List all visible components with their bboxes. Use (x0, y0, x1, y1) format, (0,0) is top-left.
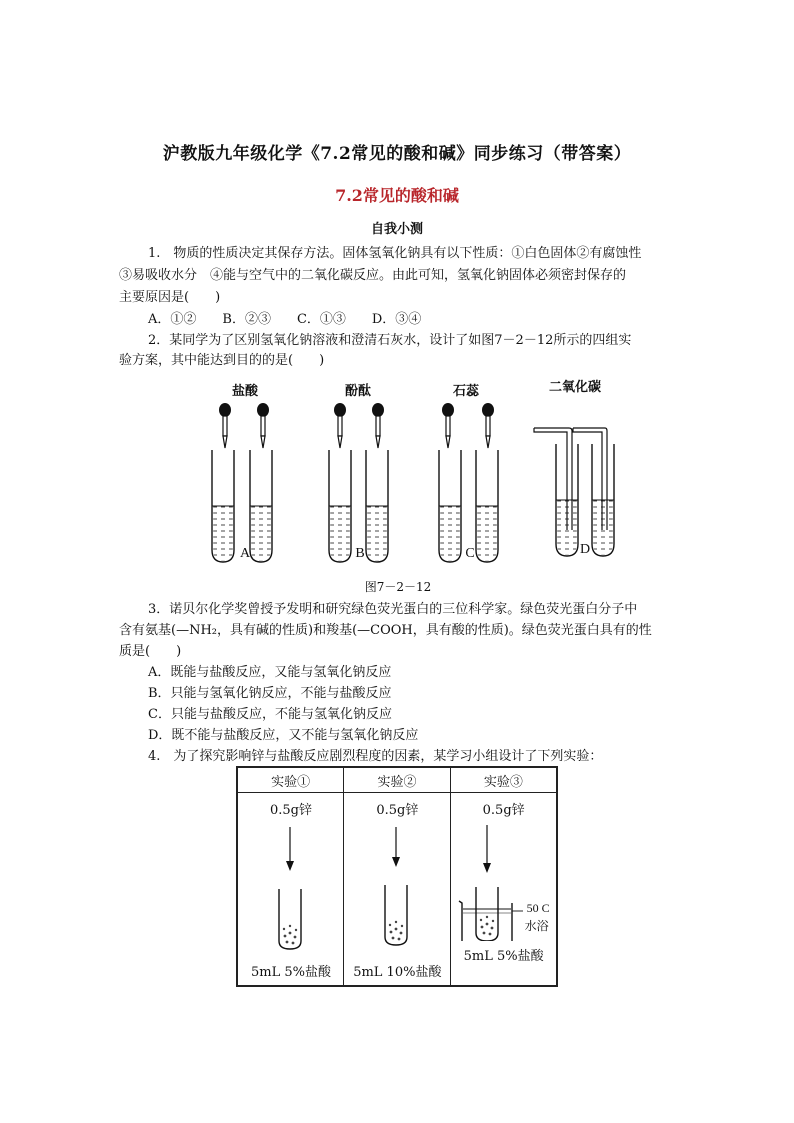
bath-temp: 50 C (526, 901, 550, 915)
zinc-label-3: 0.5g锌 (482, 803, 525, 818)
header-exp1: 实验① (237, 767, 344, 793)
dropper-a2 (257, 403, 269, 448)
tube-figure (195, 398, 625, 568)
dropper-c2 (482, 403, 494, 448)
tube-d2 (592, 444, 614, 556)
label-phenolphthalein: 酚酞 (344, 384, 371, 399)
letter-c: C (465, 546, 475, 561)
apparatus-2 (372, 823, 422, 953)
section-title: 7.2常见的酸和碱 (335, 186, 459, 205)
q3-line2: 含有氨基(—NH₂，具有碱的性质)和羧基(—COOH，具有酸的性质)。绿色荧光蛋白具有的性 (119, 623, 652, 638)
dropper-b1 (334, 403, 346, 448)
acid-label-1: 5mL 5%盐酸 (251, 965, 331, 980)
header-exp2: 实验② (344, 767, 450, 793)
q3-line3: 质是( ) (119, 644, 182, 659)
cell-exp2 (344, 793, 450, 987)
letter-d: D (579, 542, 591, 557)
q1-options: A．①② B．②③ C．①③ D．③④ (148, 312, 422, 327)
q1-line2: ③易吸收水分 ④能与空气中的二氧化碳反应。由此可知，氢氧化钠固体必须密封保存的 (119, 268, 627, 283)
acid-label-2: 5mL 10%盐酸 (353, 965, 442, 980)
q3-option-c: C．只能与盐酸反应，不能与氢氧化钠反应 (148, 707, 392, 722)
q3-option-b: B．只能与氢氧化钠反应，不能与盐酸反应 (148, 686, 392, 701)
q1-line1: 1. 物质的性质决定其保存方法。固体氢氧化钠具有以下性质：①白色固体②有腐蚀性 (148, 246, 642, 261)
subsection-title: 自我小测 (370, 222, 423, 237)
letter-a: A (239, 546, 251, 561)
apparatus-1 (266, 823, 316, 953)
experiment-table (236, 766, 558, 987)
bath-label: 水浴 (524, 919, 549, 933)
q3-line1: 3．诺贝尔化学奖曾授予发明和研究绿色荧光蛋白的三位科学家。绿色荧光蛋白分子中 (148, 602, 638, 617)
zinc-label-1: 0.5g锌 (270, 803, 312, 818)
dropper-a1 (219, 403, 231, 448)
cell-exp1 (237, 793, 344, 987)
q1-line3: 主要原因是( ) (119, 290, 221, 305)
q3-option-a: A．既能与盐酸反应，又能与氢氧化钠反应 (148, 665, 392, 680)
figure-caption: 图7－2－12 (364, 580, 432, 594)
zinc-label-2: 0.5g锌 (376, 803, 419, 818)
label-co2: 二氧化碳 (548, 380, 601, 395)
q3-option-d: D．既不能与盐酸反应，又不能与氢氧化钠反应 (148, 728, 419, 743)
document-title: 沪教版九年级化学《7.2常见的酸和碱》同步练习（带答案） (162, 144, 632, 164)
acid-label-3: 5mL 5%盐酸 (463, 949, 544, 964)
q2-line2: 验方案，其中能达到目的的是( ) (119, 353, 325, 368)
dropper-c1 (442, 403, 454, 448)
cell-exp3 (450, 793, 557, 987)
q2-line1: 2．某同学为了区别氢氧化钠溶液和澄清石灰水，设计了如图7－2－12所示的四组实 (148, 333, 632, 348)
q4-line1: 4. 为了探究影响锌与盐酸反应剧烈程度的因素，某学习小组设计了下列实验： (148, 749, 603, 764)
header-exp3: 实验③ (450, 767, 557, 793)
label-litmus: 石蕊 (452, 384, 479, 399)
letter-b: B (355, 546, 365, 561)
dropper-b2 (372, 403, 384, 448)
label-hcl: 盐酸 (231, 384, 258, 399)
